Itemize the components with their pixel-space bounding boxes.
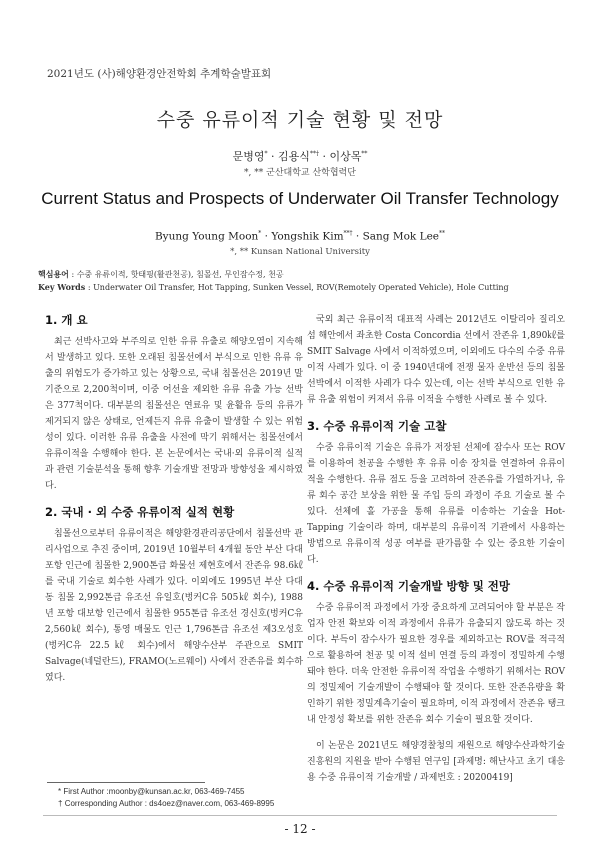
english-keywords [38,282,568,293]
author-kr-3-mark: ** [361,150,368,158]
footnote-rule [47,782,205,783]
korean-affiliation: *, ** 군산대학교 산학협력단 [244,168,356,178]
english-keywords-label: Key Words [38,282,86,292]
section-3-heading: 3. 수중 유류이적 기술 고찰 [307,419,447,433]
footnote-2-mark: † [58,799,63,808]
section-4-heading: 4. 수중 유류이적 기술개발 방향 및 전망 [307,579,511,593]
section-1-paragraph: 최근 선박사고와 부주의로 인한 유류 유출로 해양오염이 지속해서 발생하고 있다. 또한 오래된 침몰선에서 부식으로 인한 유류 유출의 위험도가 증가하고 있는 상황으로, 국내 침몰선은 2019년 말 기준으로 2,200척이며, 이중 어선을 제외한 유류 유출 가능 선박은 377척이다. 대부분의 침몰선은 연료유 및 윤활유 등의 유류가 제거되지 않은 상태로, 언제든지 유류 유출이 발생할 수 있는 위험성이 있다. 이러한 유류 유출을 사전에 막기 위해서는 침몰선에서 유류이적을 수행해야 한다. 본 논문에서는 국내·외 유류이적 실적과 관련 기술분석을 통해 향후 기술개발 전망과 방향성을 제시하였다. [45,337,303,491]
author-en-2: Yongshik Kim [271,230,344,243]
right-column [307,312,565,786]
footnote-1-mark: * [58,787,62,796]
section-3-paragraph: 수중 유류이적 기술은 유류가 저장된 선체에 잠수사 또는 ROV를 이용하여 천공을 수행한 후 유류 이송 장치를 연결하여 유류이적을 수행한다. 유류 점도 등을 고려하여 잔존유를 가열하거나, 유류 회수 공간 보상을 위한 물 주입 등의 과정이 주요 기술로 볼 수 있다. 선체에 홀 가공을 통해 유류를 이송하는 기술을 Hot-Tapping 기술이라 하며, 대부분의 유류이적 기관에서 사용하는 방법으로 유류이적 성공 여부를 판가름할 수 있는 중요한 기술이다. [307,443,565,565]
footnote-corresponding-author [58,799,274,808]
section-2-paragraph-2: 국외 최근 유류이적 대표적 사례는 2012년도 이탈리아 질리오 섬 해안에서 좌초한 Costa Concordia 선에서 잔존유 1,890㎘를 SMIT Salvage 사에서 이적하였으며, 이외에도 다수의 수중 유류이적 사례가 있다. 이 중 1940년대에 전쟁 물자 운반선 등의 침몰 선박에서 이적한 사례가 다수 있는데, 이는 선박 부식으로 인한 유류 유출 위험이 커져서 유류 이적을 수행한 사례로 볼 수 있다. [307,315,565,405]
footnote-1-text: First Author :moonby@kunsan.ac.kr, 063-469-7455 [63,787,245,796]
author-kr-1-mark: * [264,150,268,158]
english-affiliation: *, ** Kunsan National University [230,247,370,257]
author-kr-1: 문병영 [232,150,265,163]
author-en-1: Byung Young Moon [154,230,259,243]
english-authors: Byung Young Moon* · Yongshik Kim**† · Sang Mok Lee** [154,230,446,243]
footnote-2-text: Corresponding Author : ds4oez@naver.com, 063-469-8995 [64,799,275,808]
author-en-1-mark: * [258,230,262,237]
conference-header: 2021년도 (사)해양환경안전학회 추계학술발표회 [47,68,272,80]
page-number: - 12 - [284,822,316,836]
korean-keywords-label: 핵심용어 [38,269,69,279]
english-keywords-text: : Underwater Oil Transfer, Hot Tapping, Sunken Vessel, ROV(Remotely Operated Vehicle), Hole Cutting [87,283,509,292]
author-en-3-mark: ** [439,230,446,237]
section-2-paragraph-1: 침몰선으로부터 유류이적은 해양환경관리공단에서 침몰선박 관리사업으로 추진 중이며, 2019년 10월부터 4개월 동안 부산 다대포항 인근에 침몰한 2,900톤급 화물선 제현호에서 잔존유 98.6㎘를 국내 기술로 회수한 사례가 있다. 이외에도 1995년 부산 다대동 침몰 2,992톤급 유조선 유일호(벙커C유 505㎘ 회수), 1988년 포항 대보항 인근에서 침몰한 955톤급 유조선 경신호(벙커C유 2,560㎘ 회수), 통영 매물도 인근 1,796톤급 유조선 제3오성호(벙커C유 22.5㎘ 회수)에서 해양수산부 주관으로 SMIT Salvage(네덜란드), FRAMO(노르웨이) 사에서 잔존유를 회수하였다. [45,529,303,683]
page-rule [43,815,557,816]
left-column [45,312,303,686]
korean-keywords [38,269,568,280]
section-1-heading: 1. 개 요 [45,313,88,327]
author-en-2-mark: **† [343,230,353,237]
korean-keywords-text: : 수중 유류이적, 핫태핑(활관천공), 침몰선, 무인잠수정, 천공 [71,270,284,279]
footnote-first-author [58,787,244,796]
section-4-paragraph-1: 수중 유류이적 과정에서 가장 중요하게 고려되어야 할 부분은 작업자 안전 확보와 이적 과정에서 유류가 유출되지 않도록 하는 것이다. 부득이 잠수사가 필요한 경우를 제외하고는 ROV를 적극적으로 활용하여 천공 및 이적 설비 연결 등의 과정이 정밀하게 수행돼야 한다. 더욱 안전한 유류이적 작업을 수행하기 위해서는 ROV의 정밀제어 기술개발이 수행돼야 할 것이다. 또한 잔존유량을 확인하기 위한 정밀계측기술이 필요하며, 이적 과정에서 잔존유 탱크 내 안정성 확보를 위한 잔존유 회수 기술이 필요할 것이다. [307,603,565,725]
english-title: Current Status and Prospects of Underwater Oil Transfer Technology [41,189,559,208]
korean-authors: 문병영* · 김용식**† · 이상목** [232,150,368,163]
author-kr-2-mark: **† [309,150,319,158]
section-2-heading: 2. 국내 · 외 수중 유류이적 실적 현황 [45,505,235,519]
author-kr-2: 김용식 [278,150,310,163]
author-kr-3: 이상목 [329,150,362,163]
author-en-3: Sang Mok Lee [362,230,440,243]
acknowledgement: 이 논문은 2021년도 해양경찰청의 재원으로 해양수산과학기술진흥원의 지원을 받아 수행된 연구임 [과제명: 해난사고 초기 대응용 수중 유류이적 기술개발 / 과제번호 : 20200419] [307,741,565,783]
korean-title: 수중 유류이적 기술 현황 및 전망 [156,109,444,131]
